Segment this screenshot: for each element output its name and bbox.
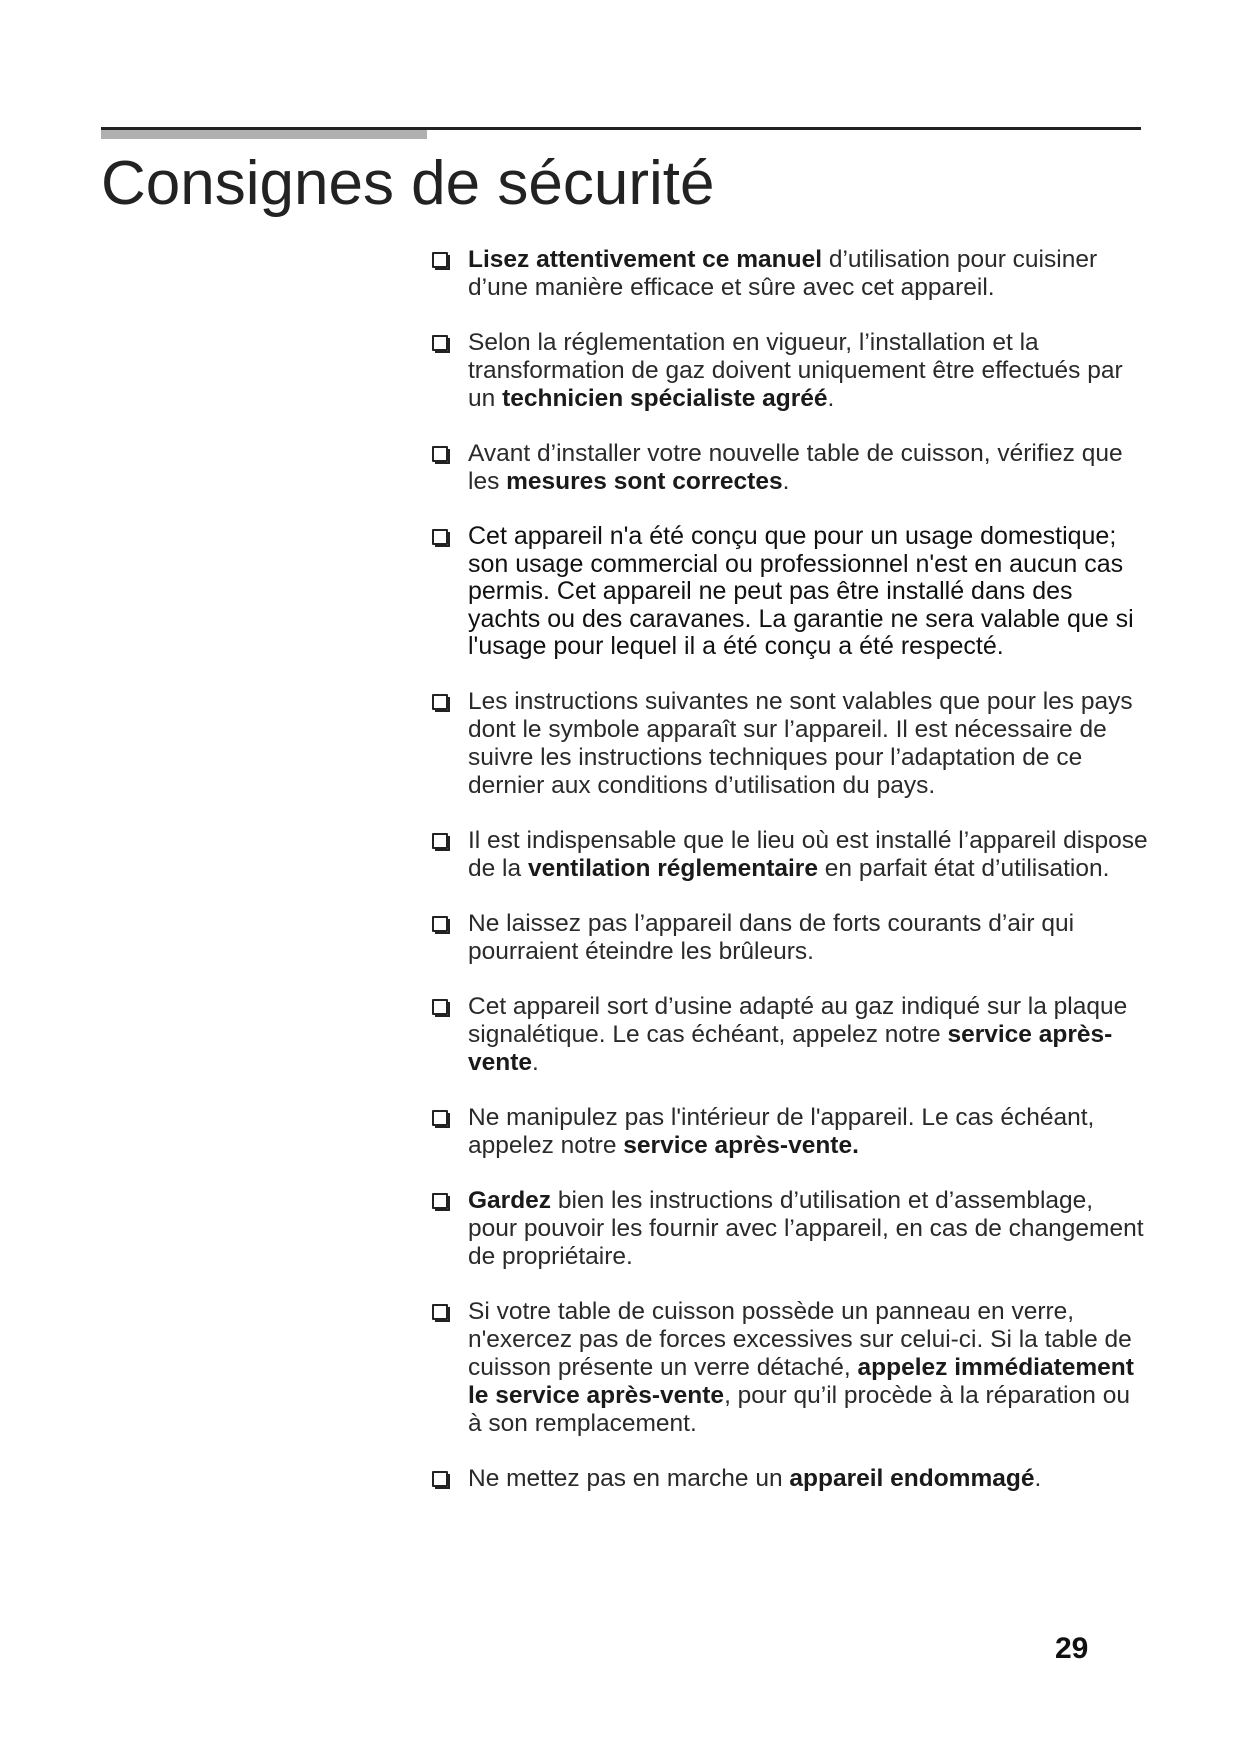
- list-item: [428, 246, 1148, 302]
- list-item: [428, 523, 1148, 661]
- item-bold-text: technicien spécialiste agréé: [502, 385, 828, 412]
- header-rule-accent: [101, 130, 427, 139]
- checkbox-bullet-icon: [432, 529, 448, 545]
- item-text: Si votre table de cuisson possède un panneau en verre, n'exercez pas de forces excessives sur celui-ci. Si la table de cuisson présente un verre détaché,: [468, 1297, 1132, 1381]
- page-number: 29: [1055, 1632, 1089, 1665]
- item-text: .: [827, 385, 835, 412]
- item-bold-text: service après-vente.: [623, 1131, 859, 1159]
- item-bold-text: Gardez: [468, 1186, 552, 1214]
- item-bold-text: service après-vente: [468, 1020, 1113, 1076]
- checkbox-bullet-icon: [432, 252, 448, 268]
- item-text: Avant d’installer votre nouvelle table de cuisson, vérifiez que les: [468, 440, 1123, 495]
- item-text: bien les instructions d’utilisation et d’assemblage, pour pouvoir les fournir avec l’appareil, en cas de changement de propriétaire.: [468, 1186, 1144, 1270]
- item-text: Cet appareil n'a été conçu que pour un usage domestique; son usage commercial ou professionnel n'est en aucun cas permis. Cet appareil ne peut pas être installé dans des yachts ou des caravanes. La garantie ne sera valable que si l'usage pour lequel il a été conçu a été respecté.: [468, 522, 1134, 660]
- item-text: .: [782, 468, 790, 495]
- item-text: d’utilisation pour cuisiner d’une manière efficace et sûre avec cet appareil.: [468, 246, 1098, 301]
- checkbox-bullet-icon: [432, 446, 448, 462]
- item-text: , pour qu’il procède à la réparation ou à son remplacement.: [468, 1381, 1130, 1437]
- list-item: [428, 440, 1148, 496]
- list-item: [428, 1465, 1148, 1493]
- item-text: Les instructions suivantes ne sont valables que pour les pays dont le symbole apparaît sur l’appareil. Il est nécessaire de suivre les instructions techniques pour l’adaptation de ce dernier aux conditions d’utilisation du pays.: [468, 687, 1133, 799]
- item-text: Il est indispensable que le lieu où est installé l’appareil dispose de la: [468, 826, 1148, 882]
- checkbox-bullet-icon: [432, 833, 448, 849]
- list-item: [428, 910, 1148, 966]
- checkbox-bullet-icon: [432, 1110, 448, 1126]
- item-text: .: [1034, 1464, 1042, 1492]
- list-item: [428, 1298, 1148, 1438]
- list-item: [428, 1104, 1148, 1160]
- item-bold-text: mesures sont correctes: [506, 468, 783, 495]
- item-text: Selon la réglementation en vigueur, l’installation et la transformation de gaz doivent uniquement être effectués par un: [468, 329, 1123, 412]
- safety-instructions-list: [428, 246, 1148, 1520]
- item-bold-text: appareil endommagé: [789, 1464, 1035, 1492]
- item-bold-text: Lisez attentivement ce manuel: [468, 246, 823, 273]
- page-title: Consignes de sécurité: [101, 149, 715, 218]
- checkbox-bullet-icon: [432, 1304, 448, 1320]
- item-text: en parfait état d’utilisation.: [817, 854, 1110, 882]
- list-item: [428, 688, 1148, 800]
- list-item: [428, 993, 1148, 1077]
- item-text: Ne mettez pas en marche un: [468, 1464, 790, 1492]
- list-item: [428, 1187, 1148, 1271]
- item-bold-text: appelez immédiatement le service après-vente: [468, 1353, 1134, 1409]
- item-text: Ne laissez pas l’appareil dans de forts courants d’air qui pourraient éteindre les brûleurs.: [468, 909, 1075, 965]
- checkbox-bullet-icon: [432, 1193, 448, 1209]
- list-item: [428, 827, 1148, 883]
- item-text: Ne manipulez pas l'intérieur de l'appareil. Le cas échéant, appelez notre: [468, 1103, 1095, 1159]
- item-text: .: [532, 1048, 539, 1076]
- checkbox-bullet-icon: [432, 335, 448, 351]
- list-item: [428, 329, 1148, 413]
- checkbox-bullet-icon: [432, 694, 448, 710]
- item-bold-text: ventilation réglementaire: [527, 854, 818, 882]
- checkbox-bullet-icon: [432, 1471, 448, 1487]
- checkbox-bullet-icon: [432, 916, 448, 932]
- checkbox-bullet-icon: [432, 999, 448, 1015]
- item-text: Cet appareil sort d’usine adapté au gaz indiqué sur la plaque signalétique. Le cas échéant, appelez notre: [468, 992, 1128, 1048]
